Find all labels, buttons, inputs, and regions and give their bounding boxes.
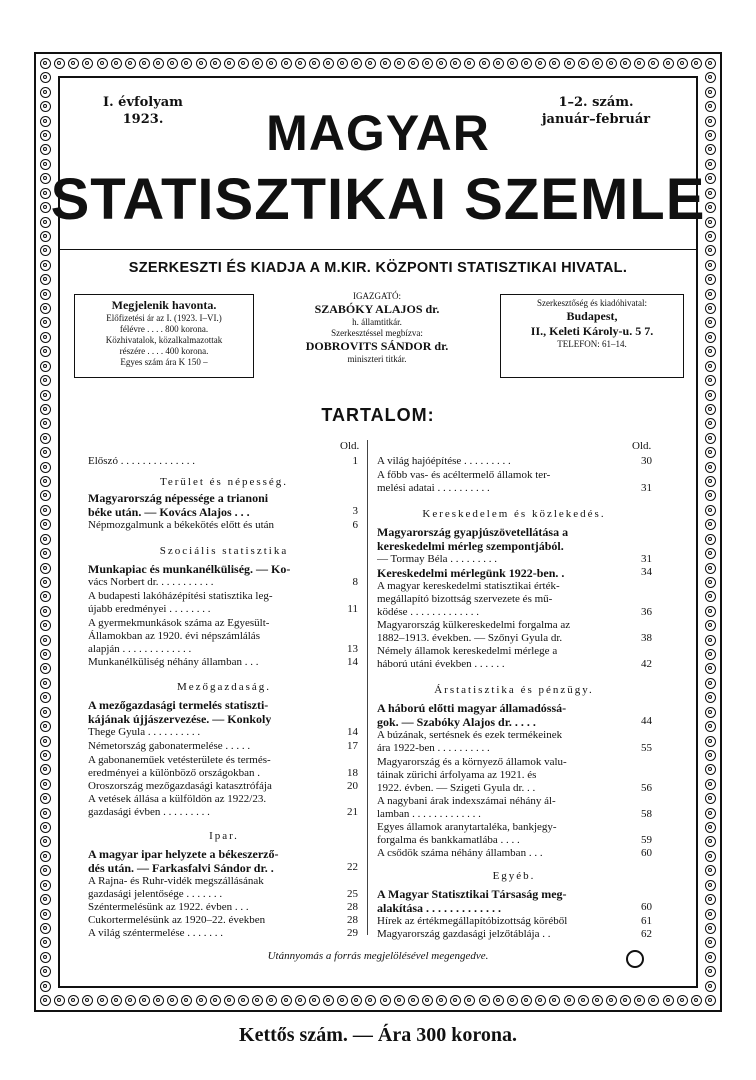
toc-heading: TARTALOM: xyxy=(321,405,435,425)
toc-page-number: 61 xyxy=(641,915,652,927)
toc-entry: Munkanélküliség néhány államban . . . xyxy=(88,656,259,668)
border-ring-icon xyxy=(592,58,603,69)
border-ring-icon xyxy=(40,894,51,905)
border-ring-icon xyxy=(705,332,716,343)
toc-page-number: 14 xyxy=(347,656,358,668)
left-info-line: Előfizetési ár az I. (1923. I–VI.) xyxy=(106,313,222,323)
toc-entry: gok. — Szabóky Alajos dr. . . . . xyxy=(377,715,536,729)
title-line-2: STATISZTIKAI SZEMLE xyxy=(50,167,706,232)
border-ring-icon xyxy=(40,260,51,271)
border-ring-icon xyxy=(238,58,249,69)
border-ring-icon xyxy=(479,995,490,1006)
border-ring-icon xyxy=(309,58,320,69)
toc-entry: Magyarország gazdasági jelzőtáblája . . xyxy=(377,928,551,940)
toc-entry: A búzának, sertésnek és ezek termékeinek xyxy=(377,729,563,741)
border-ring-icon xyxy=(705,822,716,833)
toc-page-number: 55 xyxy=(641,742,652,754)
toc-entry: A budapesti lakóházépítési statisztika leg- xyxy=(88,590,273,602)
border-ring-icon xyxy=(196,58,207,69)
toc-page-number: 18 xyxy=(347,767,358,779)
border-ring-icon xyxy=(705,649,716,660)
border-ring-icon xyxy=(40,923,51,934)
toc-entry: béke után. — Kovács Alajos . . . xyxy=(88,505,250,519)
toc-entry: A főbb vas- és acéltermelő államok ter- xyxy=(377,469,551,481)
toc-entry: alakítása . . . . . . . . . . . . . xyxy=(377,901,502,915)
border-ring-icon xyxy=(40,462,51,473)
toc-page-number: 17 xyxy=(347,740,358,752)
toc-entry: Munkapiac és munkanélküliség. — Ko- xyxy=(88,562,291,576)
border-ring-icon xyxy=(705,303,716,314)
border-ring-icon xyxy=(705,909,716,920)
border-ring-icon xyxy=(323,58,334,69)
toc-entry: Kereskedelmi mérlegünk 1922-ben. . xyxy=(377,566,565,580)
toc-page-number: 62 xyxy=(641,928,652,940)
left-info-line: félévre . . . . 800 korona. xyxy=(119,324,209,334)
border-ring-icon xyxy=(40,606,51,617)
toc-entry: kereskedelmi mérleg szempontjából. xyxy=(377,539,564,553)
border-ring-icon xyxy=(705,779,716,790)
border-ring-icon xyxy=(705,404,716,415)
toc-entry: lamban . . . . . . . . . . . . . xyxy=(377,808,481,820)
center-info-line: h. államtitkár. xyxy=(352,317,402,327)
toc-entry: Magyarország külkereskedelmi forgalma az xyxy=(377,619,571,631)
toc-entry: háború utáni években . . . . . . xyxy=(377,658,505,670)
border-ring-icon xyxy=(521,58,532,69)
right-info-line: TELEFON: 61–14. xyxy=(557,339,627,349)
border-ring-icon xyxy=(705,433,716,444)
issue-number: 1–2. szám. xyxy=(558,95,634,110)
toc-page-number: 59 xyxy=(641,834,652,846)
border-ring-icon xyxy=(295,58,306,69)
border-ring-icon xyxy=(705,188,716,199)
border-ring-icon xyxy=(705,563,716,574)
toc-entry: táinak zürichi árfolyama az 1921. és xyxy=(377,769,537,781)
border-ring-icon xyxy=(40,390,51,401)
border-ring-icon xyxy=(606,58,617,69)
toc-section-heading: Mezőgazdaság. xyxy=(176,681,272,693)
border-ring-icon xyxy=(40,332,51,343)
border-ring-icon xyxy=(705,260,716,271)
border-ring-icon xyxy=(705,130,716,141)
border-ring-icon xyxy=(606,995,617,1006)
border-ring-icon xyxy=(493,995,504,1006)
border-ring-icon xyxy=(40,505,51,516)
toc-page-number: 6 xyxy=(352,519,358,531)
toc-entry: A magyar kereskedelmi statisztikai érték- xyxy=(377,580,560,592)
border-ring-icon xyxy=(40,577,51,588)
center-info-line: miniszteri titkár. xyxy=(347,354,407,364)
border-ring-icon xyxy=(677,58,688,69)
border-ring-icon xyxy=(323,995,334,1006)
border-ring-icon xyxy=(281,58,292,69)
border-ring-icon xyxy=(705,58,716,69)
price-line: Kettős szám. — Ára 300 korona. xyxy=(239,1024,517,1046)
border-ring-icon xyxy=(705,981,716,992)
border-ring-icon xyxy=(139,58,150,69)
border-ring-icon xyxy=(139,995,150,1006)
border-ring-icon xyxy=(196,995,207,1006)
toc-entry: A Rajna- és Ruhr-vidék megszállásának xyxy=(88,875,264,887)
border-ring-icon xyxy=(40,707,51,718)
left-info-line: Közhivatalok, közalkalmazottak xyxy=(105,335,223,345)
editorial-info xyxy=(262,291,492,365)
border-ring-icon xyxy=(663,58,674,69)
border-ring-icon xyxy=(380,58,391,69)
border-ring-icon xyxy=(408,995,419,1006)
toc-entry: Magyarország népessége a trianoni xyxy=(88,491,269,505)
border-ring-icon xyxy=(705,159,716,170)
border-ring-icon xyxy=(578,58,589,69)
toc-page-number: 60 xyxy=(641,901,652,913)
right-info-line: Szerkesztőség és kiadóhivatal: xyxy=(537,298,647,308)
right-info-line: Budapest, xyxy=(566,309,618,323)
border-ring-icon xyxy=(40,87,51,98)
border-ring-icon xyxy=(705,462,716,473)
toc-page-number: 21 xyxy=(347,806,358,818)
toc-entry: A nagybani árak indexszámai néhány ál- xyxy=(377,795,556,807)
border-ring-icon xyxy=(40,534,51,545)
center-info-line: IGAZGATÓ: xyxy=(353,291,401,301)
left-info-line: részére . . . . 400 korona. xyxy=(119,346,209,356)
border-ring-icon xyxy=(40,851,51,862)
border-ring-icon xyxy=(691,58,702,69)
border-ring-icon xyxy=(705,289,716,300)
toc-page-number: 1 xyxy=(352,455,358,467)
toc-section-heading: Kereskedelem és közlekedés. xyxy=(422,508,606,520)
toc-entry: A háború előtti magyar államadóssá- xyxy=(377,701,567,715)
toc-page-number: 28 xyxy=(347,914,358,926)
toc-page-number: 36 xyxy=(641,606,652,618)
old-label-left: Old. xyxy=(340,440,360,452)
border-ring-icon xyxy=(111,58,122,69)
toc-section-heading: Egyéb. xyxy=(492,870,536,882)
border-ring-icon xyxy=(40,808,51,819)
toc-entry: A magyar ipar helyzete a békeszerző- xyxy=(88,847,279,861)
toc-page-number: 20 xyxy=(347,780,358,792)
toc-page-number: 22 xyxy=(347,861,358,873)
border-ring-icon xyxy=(40,649,51,660)
border-ring-icon xyxy=(40,779,51,790)
border-ring-icon xyxy=(40,303,51,314)
border-ring-icon xyxy=(40,188,51,199)
border-ring-icon xyxy=(40,822,51,833)
border-ring-icon xyxy=(705,217,716,228)
border-ring-icon xyxy=(224,58,235,69)
toc-entry: Némely államok kereskedelmi mérlege a xyxy=(377,645,558,657)
border-ring-icon xyxy=(705,880,716,891)
toc-entry: Államokban az 1920. évi népszámlálás xyxy=(88,630,260,642)
toc-page-number: 8 xyxy=(352,576,358,588)
toc-page-number: 44 xyxy=(641,715,652,727)
border-ring-icon xyxy=(705,952,716,963)
border-ring-icon xyxy=(507,995,518,1006)
border-ring-icon xyxy=(394,58,405,69)
border-ring-icon xyxy=(705,116,716,127)
toc-entry: Németország gabonatermelése . . . . . xyxy=(88,740,251,752)
toc-page-number: 13 xyxy=(347,643,358,655)
border-ring-icon xyxy=(705,995,716,1006)
toc-entry: Széntermelésünk az 1922. évben . . . xyxy=(88,901,249,913)
border-ring-icon xyxy=(210,58,221,69)
subscription-box xyxy=(74,294,254,378)
toc-entry: melési adatai . . . . . . . . . . xyxy=(377,482,490,494)
toc-entry: A csődök száma néhány államban . . . xyxy=(377,847,543,859)
border-ring-icon xyxy=(40,952,51,963)
border-ring-icon xyxy=(705,894,716,905)
toc-entry: Előszó . . . . . . . . . . . . . . xyxy=(88,455,195,467)
border-ring-icon xyxy=(705,678,716,689)
toc-section-heading: Ipar. xyxy=(209,830,239,842)
border-ring-icon xyxy=(677,995,688,1006)
toc-page-number: 25 xyxy=(347,888,358,900)
toc-entry: gazdasági jelentősége . . . . . . . xyxy=(88,888,223,900)
border-ring-icon xyxy=(564,995,575,1006)
toc-entry: Népmozgalmunk a békekötés előtt és után xyxy=(88,519,275,531)
border-ring-icon xyxy=(40,116,51,127)
toc-section-heading: Szociális statisztika xyxy=(159,545,289,557)
border-ring-icon xyxy=(705,606,716,617)
center-info-line: Szerkesztéssel megbízva: xyxy=(331,328,423,338)
border-ring-icon xyxy=(40,58,51,69)
border-ring-icon xyxy=(40,736,51,747)
border-ring-icon xyxy=(422,58,433,69)
toc-entry: gazdasági évben . . . . . . . . . xyxy=(88,806,210,818)
title-line-1: MAGYAR xyxy=(266,105,490,161)
border-ring-icon xyxy=(705,87,716,98)
border-ring-icon xyxy=(705,736,716,747)
border-ring-icon xyxy=(40,635,51,646)
toc-entry: dés után. — Farkasfalvi Sándor dr. . xyxy=(88,861,274,875)
border-ring-icon xyxy=(705,577,716,588)
border-ring-icon xyxy=(705,476,716,487)
border-ring-icon xyxy=(40,995,51,1006)
toc-page-number: 29 xyxy=(347,927,358,939)
border-ring-icon xyxy=(40,159,51,170)
border-ring-icon xyxy=(40,678,51,689)
center-info-line: DOBROVITS SÁNDOR dr. xyxy=(305,339,449,353)
toc-entry: Magyarország gyapjúszövetellátása a xyxy=(377,525,569,539)
toc-page-number: 28 xyxy=(347,901,358,913)
border-ring-icon xyxy=(40,476,51,487)
column-divider xyxy=(367,440,368,935)
toc-entry: Magyarország és a környező államok valu- xyxy=(377,756,567,768)
office-box xyxy=(500,294,684,378)
toc-entry: Thege Gyula . . . . . . . . . . xyxy=(88,726,201,738)
toc-entry: 1882–1913. években. — Szőnyi Gyula dr. xyxy=(377,632,563,644)
volume-label: I. évfolyam xyxy=(103,95,183,110)
border-ring-icon xyxy=(507,58,518,69)
border-ring-icon xyxy=(705,635,716,646)
toc-page-number: 30 xyxy=(641,455,652,467)
border-ring-icon xyxy=(40,361,51,372)
toc-page-number: 56 xyxy=(641,782,652,794)
old-label-right: Old. xyxy=(632,440,652,452)
toc-entry: eredményei a különböző országokban . xyxy=(88,767,260,779)
border-ring-icon xyxy=(705,707,716,718)
border-ring-icon xyxy=(40,130,51,141)
toc-page-number: 11 xyxy=(347,603,358,615)
border-ring-icon xyxy=(394,995,405,1006)
border-ring-icon xyxy=(663,995,674,1006)
toc-section-heading: Árstatisztika és pénzügy. xyxy=(434,684,594,696)
toc-entry: A mezőgazdasági termelés statiszti- xyxy=(88,698,269,712)
border-ring-icon xyxy=(592,995,603,1006)
toc-page-number: 58 xyxy=(641,808,652,820)
toc-entry: — Tormay Béla . . . . . . . . . xyxy=(377,553,498,565)
toc-entry: A világ széntermelése . . . . . . . xyxy=(88,927,224,939)
border-ring-icon xyxy=(705,923,716,934)
toc-entry: Egyes államok aranytartaléka, bankjegy- xyxy=(377,821,557,833)
border-ring-icon xyxy=(40,433,51,444)
border-ring-icon xyxy=(40,289,51,300)
border-ring-icon xyxy=(295,995,306,1006)
border-ring-icon xyxy=(564,58,575,69)
border-ring-icon xyxy=(40,750,51,761)
toc-entry: megállapító bizottság szervezete és mű- xyxy=(377,593,553,605)
border-ring-icon xyxy=(521,995,532,1006)
border-ring-icon xyxy=(40,404,51,415)
toc-entry: Cukortermelésünk az 1920–22. években xyxy=(88,914,266,926)
toc-entry: kájának újjászervezése. — Konkoly xyxy=(88,712,272,726)
border-ring-icon xyxy=(125,995,136,1006)
border-ring-icon xyxy=(40,231,51,242)
reprint-note: Utánnyomás a forrás megjelölésével megengedve. xyxy=(267,950,489,962)
border-ring-icon xyxy=(40,981,51,992)
border-ring-icon xyxy=(281,995,292,1006)
toc-page-number: 38 xyxy=(641,632,652,644)
toc-entry: ára 1922-ben . . . . . . . . . . xyxy=(377,742,490,754)
toc-page-number: 31 xyxy=(641,553,652,565)
center-info-line: SZABÓKY ALAJOS dr. xyxy=(314,302,440,316)
toc-page-number: 60 xyxy=(641,847,652,859)
border-ring-icon xyxy=(238,995,249,1006)
border-ring-icon xyxy=(479,58,490,69)
year-label: 1923. xyxy=(122,112,164,127)
border-ring-icon xyxy=(125,58,136,69)
toc-entry: ködése . . . . . . . . . . . . . xyxy=(377,606,480,618)
border-ring-icon xyxy=(40,880,51,891)
toc-entry: Hírek az értékmegállapítóbizottság köréből xyxy=(377,915,568,927)
toc-entry: A gabonaneműek vetésterülete és termés- xyxy=(88,754,271,766)
toc-entry: alapján . . . . . . . . . . . . . xyxy=(88,643,192,655)
border-ring-icon xyxy=(40,909,51,920)
toc-entry: újabb eredményei . . . . . . . . xyxy=(88,603,211,615)
border-ring-icon xyxy=(40,563,51,574)
border-ring-icon xyxy=(705,534,716,545)
toc-entry: A gyermekmunkások száma az Egyesült- xyxy=(88,617,270,629)
border-ring-icon xyxy=(705,808,716,819)
border-ring-icon xyxy=(705,851,716,862)
toc-entry: A Magyar Statisztikai Társaság meg- xyxy=(377,887,567,901)
border-ring-icon xyxy=(705,505,716,516)
right-info-line: II., Keleti Károly-u. 5 7. xyxy=(530,324,654,338)
border-ring-icon xyxy=(380,995,391,1006)
border-ring-icon xyxy=(705,361,716,372)
border-ring-icon xyxy=(578,995,589,1006)
toc-entry: 1922. évben. — Szigeti Gyula dr. . . xyxy=(377,782,536,794)
border-ring-icon xyxy=(210,995,221,1006)
border-ring-icon xyxy=(422,995,433,1006)
toc-entry: A világ hajóépítése . . . . . . . . . xyxy=(377,455,511,467)
divider xyxy=(60,249,696,250)
border-ring-icon xyxy=(224,995,235,1006)
toc-entry: vács Norbert dr. . . . . . . . . . . xyxy=(88,576,214,588)
toc-section-heading: Terület és népesség. xyxy=(159,476,289,488)
border-ring-icon xyxy=(309,995,320,1006)
border-ring-icon xyxy=(705,390,716,401)
border-ring-icon xyxy=(97,58,108,69)
publisher-line: SZERKESZTI ÉS KIADJA A M.KIR. KÖZPONTI STATISZTIKAI HIVATAL. xyxy=(128,260,628,276)
border-ring-icon xyxy=(111,995,122,1006)
toc-entry: forgalma és bankkamatlába . . . . xyxy=(377,834,520,846)
printer-mark-icon xyxy=(626,950,644,968)
toc-page-number: 14 xyxy=(347,726,358,738)
toc-entry: Oroszország mezőgazdasági katasztrófája xyxy=(88,780,272,792)
border-ring-icon xyxy=(705,750,716,761)
border-ring-icon xyxy=(691,995,702,1006)
toc-page-number: 34 xyxy=(641,566,652,578)
toc-page-number: 31 xyxy=(641,482,652,494)
toc-page-number: 42 xyxy=(641,658,652,670)
border-ring-icon xyxy=(408,58,419,69)
toc-page-number: 3 xyxy=(352,505,358,517)
left-info-line: Egyes szám ára K 150 – xyxy=(120,357,208,367)
left-info-line: Megjelenik havonta. xyxy=(111,298,217,312)
issue-months: január–február xyxy=(541,112,651,127)
border-ring-icon xyxy=(493,58,504,69)
toc-entry: A vetések állása a külföldön az 1922/23. xyxy=(88,793,267,805)
border-ring-icon xyxy=(40,217,51,228)
border-ring-icon xyxy=(705,231,716,242)
border-ring-icon xyxy=(97,995,108,1006)
